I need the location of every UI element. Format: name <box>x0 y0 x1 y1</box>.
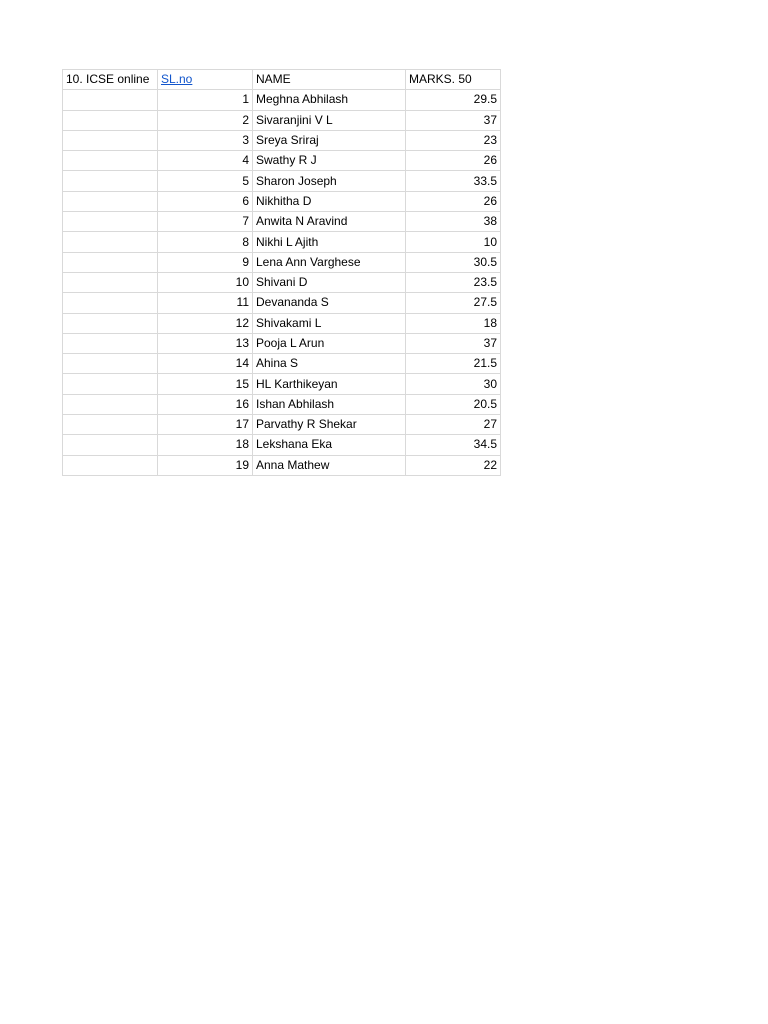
student-name-cell: Meghna Abhilash <box>253 90 406 110</box>
marks-cell: 38 <box>406 212 501 232</box>
table-row <box>63 212 501 232</box>
marks-cell: 30.5 <box>406 252 501 272</box>
serial-number-cell: 16 <box>158 394 253 414</box>
table-row <box>63 313 501 333</box>
marks-cell: 33.5 <box>406 171 501 191</box>
table-row <box>63 151 501 171</box>
empty-cell <box>63 415 158 435</box>
serial-header-cell <box>158 70 253 90</box>
table-row <box>63 455 501 475</box>
marks-header-cell: MARKS. 50 <box>406 70 501 90</box>
serial-number-cell: 17 <box>158 415 253 435</box>
empty-cell <box>63 252 158 272</box>
serial-number-cell: 18 <box>158 435 253 455</box>
serial-number-cell: 8 <box>158 232 253 252</box>
table-row <box>63 232 501 252</box>
empty-cell <box>63 272 158 292</box>
marks-cell: 27.5 <box>406 293 501 313</box>
empty-cell <box>63 394 158 414</box>
marks-cell: 18 <box>406 313 501 333</box>
serial-number-cell: 11 <box>158 293 253 313</box>
table-row <box>63 435 501 455</box>
marks-cell: 22 <box>406 455 501 475</box>
empty-cell <box>63 455 158 475</box>
serial-number-cell: 1 <box>158 90 253 110</box>
table-row <box>63 130 501 150</box>
serial-header-link[interactable]: SL.no <box>161 72 193 87</box>
serial-number-cell: 7 <box>158 212 253 232</box>
table-row <box>63 415 501 435</box>
marks-table <box>62 69 501 476</box>
class-label-cell: 10. ICSE online <box>63 70 158 90</box>
marks-cell: 26 <box>406 151 501 171</box>
header-row <box>63 70 501 90</box>
marks-cell: 10 <box>406 232 501 252</box>
table-row <box>63 272 501 292</box>
student-name-cell: Sreya Sriraj <box>253 130 406 150</box>
empty-cell <box>63 293 158 313</box>
serial-number-cell: 3 <box>158 130 253 150</box>
marks-cell: 23 <box>406 130 501 150</box>
table-row <box>63 354 501 374</box>
student-name-cell: Lekshana Eka <box>253 435 406 455</box>
empty-cell <box>63 171 158 191</box>
student-name-cell: Swathy R J <box>253 151 406 171</box>
student-name-cell: Devananda S <box>253 293 406 313</box>
empty-cell <box>63 232 158 252</box>
student-name-cell: Anwita N Aravind <box>253 212 406 232</box>
student-name-cell: Nikhitha D <box>253 191 406 211</box>
table-row <box>63 252 501 272</box>
table-row <box>63 394 501 414</box>
marks-cell: 34.5 <box>406 435 501 455</box>
table-row <box>63 191 501 211</box>
table-row <box>63 110 501 130</box>
student-name-cell: Sharon Joseph <box>253 171 406 191</box>
student-name-cell: HL Karthikeyan <box>253 374 406 394</box>
empty-cell <box>63 110 158 130</box>
marks-cell: 20.5 <box>406 394 501 414</box>
student-name-cell: Pooja L Arun <box>253 333 406 353</box>
serial-number-cell: 6 <box>158 191 253 211</box>
student-name-cell: Shivani D <box>253 272 406 292</box>
serial-number-cell: 15 <box>158 374 253 394</box>
serial-number-cell: 4 <box>158 151 253 171</box>
serial-number-cell: 12 <box>158 313 253 333</box>
serial-number-cell: 19 <box>158 455 253 475</box>
student-name-cell: Nikhi L Ajith <box>253 232 406 252</box>
table-row <box>63 293 501 313</box>
table-row <box>63 374 501 394</box>
empty-cell <box>63 333 158 353</box>
marks-cell: 37 <box>406 333 501 353</box>
serial-number-cell: 2 <box>158 110 253 130</box>
serial-number-cell: 9 <box>158 252 253 272</box>
table-row <box>63 333 501 353</box>
marks-cell: 37 <box>406 110 501 130</box>
empty-cell <box>63 313 158 333</box>
empty-cell <box>63 212 158 232</box>
student-name-cell: Anna Mathew <box>253 455 406 475</box>
table-row <box>63 90 501 110</box>
student-name-cell: Ahina S <box>253 354 406 374</box>
serial-number-cell: 13 <box>158 333 253 353</box>
empty-cell <box>63 130 158 150</box>
table-body <box>63 70 501 476</box>
student-name-cell: Shivakami L <box>253 313 406 333</box>
marks-cell: 23.5 <box>406 272 501 292</box>
empty-cell <box>63 151 158 171</box>
empty-cell <box>63 90 158 110</box>
serial-number-cell: 14 <box>158 354 253 374</box>
empty-cell <box>63 191 158 211</box>
student-name-cell: Sivaranjini V L <box>253 110 406 130</box>
marks-cell: 26 <box>406 191 501 211</box>
serial-number-cell: 10 <box>158 272 253 292</box>
serial-number-cell: 5 <box>158 171 253 191</box>
student-name-cell: Ishan Abhilash <box>253 394 406 414</box>
empty-cell <box>63 374 158 394</box>
student-name-cell: Lena Ann Varghese <box>253 252 406 272</box>
empty-cell <box>63 354 158 374</box>
student-name-cell: Parvathy R Shekar <box>253 415 406 435</box>
marks-cell: 30 <box>406 374 501 394</box>
name-header-cell: NAME <box>253 70 406 90</box>
marks-cell: 21.5 <box>406 354 501 374</box>
marks-cell: 29.5 <box>406 90 501 110</box>
table-row <box>63 171 501 191</box>
marks-cell: 27 <box>406 415 501 435</box>
empty-cell <box>63 435 158 455</box>
